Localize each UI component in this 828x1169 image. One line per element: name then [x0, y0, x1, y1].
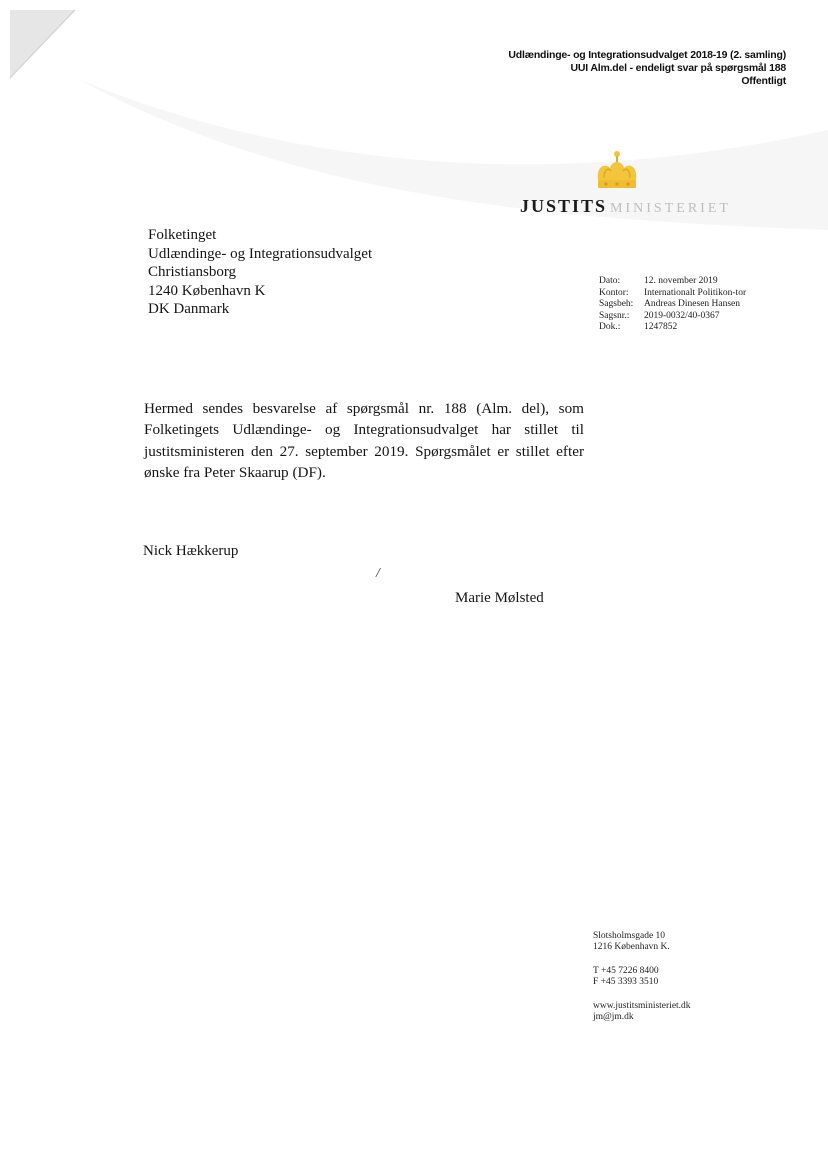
contact-phone: T +45 7226 8400 — [593, 965, 659, 976]
recipient-line: Udlændinge- og Integrationsudvalget — [148, 245, 373, 262]
logo-word-justits: JUSTITS — [520, 196, 608, 216]
contact-city: 1216 København K. — [593, 942, 670, 953]
header-line-question: UUI Alm.del - endeligt svar på spørgsmål 188 — [570, 62, 786, 74]
meta-label: Dok.: — [599, 322, 621, 333]
contact-email: jm@jm.dk — [593, 1012, 634, 1023]
contact-street: Slotsholmsgade 10 — [593, 931, 666, 941]
meta-value: 1247852 — [644, 322, 678, 333]
meta-row-case-handler — [599, 299, 754, 311]
recipient-line: Christiansborg — [148, 264, 237, 280]
header-line-session: Udlændinge- og Integrationsudvalget 2018-19 (2. samling) — [508, 49, 786, 61]
ministry-contact — [593, 931, 691, 1023]
meta-row-date — [599, 276, 754, 288]
header-line-status: Offentligt — [741, 75, 786, 87]
meta-value: Andreas Dinesen Hansen — [644, 299, 741, 310]
contact-website: www.justitsministeriet.dk — [593, 1000, 691, 1011]
ministry-logo — [520, 196, 731, 217]
signatory-official: Marie Mølsted — [455, 590, 544, 606]
document-header — [508, 49, 786, 88]
letter-body: Hermed sendes besvarelse af spørgsmål nr. 188 (Alm. del), som Folketingets Udlændinge- og Integrationsudvalget har stillet til justitsministeren den 27. september 2019. Spørgsmålet er stillet efter ønske fra Peter Skaarup (DF). — [144, 400, 584, 481]
meta-value: 2019-0032/40-0367 — [644, 310, 720, 321]
recipient-line: DK Danmark — [148, 301, 230, 317]
meta-row-document — [599, 322, 754, 334]
recipient-line: 1240 København K — [148, 282, 266, 299]
recipient-address — [148, 226, 372, 319]
meta-value: 12. november 2019 — [644, 276, 718, 286]
meta-label: Sagsnr.: — [599, 310, 630, 321]
meta-row-office — [599, 288, 754, 300]
logo-word-ministeriet: MINISTERIET — [610, 201, 731, 216]
signatory-minister: Nick Hækkerup — [143, 543, 239, 559]
signature-separator: / — [376, 566, 380, 581]
meta-row-case-number — [599, 311, 754, 323]
meta-label: Kontor: — [599, 287, 629, 298]
contact-fax: F +45 3393 3510 — [593, 977, 659, 988]
meta-label: Sagsbeh: — [599, 299, 634, 310]
recipient-line: Folketinget — [148, 227, 217, 243]
case-metadata — [599, 276, 754, 334]
meta-label: Dato: — [599, 276, 621, 286]
crown-icon — [592, 150, 642, 194]
meta-value: Internationalt Politikon-tor — [644, 287, 747, 298]
